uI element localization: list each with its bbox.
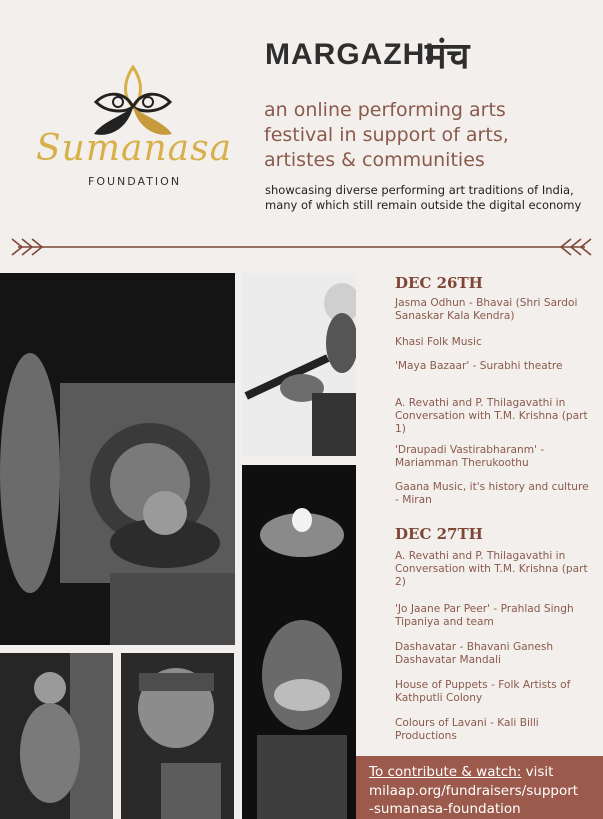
schedule-event: A. Revathi and P. Thilagavathi in Conversation with T.M. Krishna (part 1) (395, 397, 588, 435)
schedule-event: A. Revathi and P. Thilagavathi in Conversation with T.M. Krishna (part 2) (395, 550, 588, 588)
schedule-event: Khasi Folk Music (395, 336, 482, 348)
contribute-text (369, 764, 553, 780)
page-title: MARGAZHI (265, 38, 435, 71)
schedule-event: Dashavatar - Bhavani Ganesh Dashavatar Mandali (395, 641, 554, 666)
arrow-divider (10, 236, 593, 258)
contribute-url-cont[interactable]: -sumanasa-foundation (369, 801, 521, 817)
contribute-url[interactable]: milaap.org/fundraisers/support (369, 783, 579, 799)
contribute-link-label[interactable]: To contribute & watch: (369, 764, 522, 780)
photo-singer-closeup (121, 653, 234, 819)
schedule-day-heading: DEC 27TH (395, 525, 483, 543)
schedule-event: Colours of Lavani - Kali Billi Productions (395, 717, 539, 742)
schedule-day-heading: DEC 26TH (395, 274, 483, 292)
schedule-event: House of Puppets - Folk Artists of Kathputli Colony (395, 679, 571, 704)
contribute-visit-word: visit (525, 764, 554, 780)
photo-lavani-dancer (0, 653, 113, 819)
sub-tagline: showcasing diverse performing art traditions of India, many of which still remain outside the digital economy (265, 183, 582, 212)
logo-subtitle: FOUNDATION (88, 175, 182, 188)
photo-lamp-dancer (242, 465, 356, 819)
photo-theatre-performance (0, 273, 235, 645)
tagline: an online performing arts festival in support of arts, artistes & communities (264, 99, 509, 171)
logo-script-text: Sumanasa (36, 128, 233, 169)
page-title-devanagari: मंच (425, 36, 470, 77)
schedule-event: 'Draupadi Vastirabharanm' - Mariamman Therukoothu (395, 444, 545, 469)
schedule-event: 'Jo Jaane Par Peer' - Prahlad Singh Tipaniya and team (395, 603, 574, 628)
schedule-event: Jasma Odhun - Bhavai (Shri Sardoi Sanaskar Kala Kendra) (395, 297, 578, 322)
photo-flute-player (242, 273, 356, 456)
schedule-event: 'Maya Bazaar' - Surabhi theatre (395, 360, 563, 372)
schedule-event: Gaana Music, it's history and culture - Miran (395, 481, 589, 506)
